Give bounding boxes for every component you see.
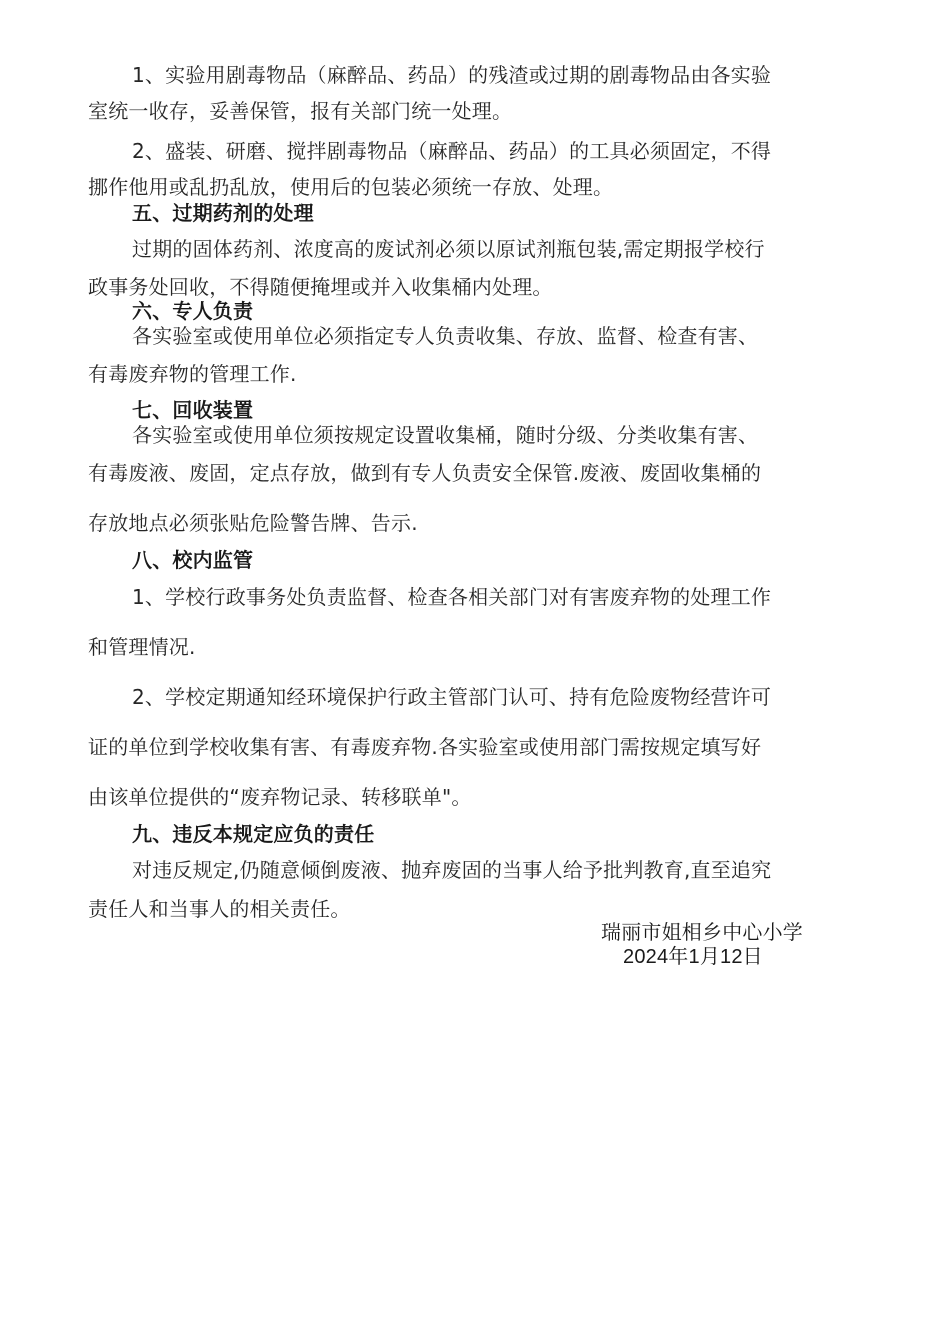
- para-line: 证的单位到学校收集有害、有毒废弃物.各实验室或使用部门需按规定填写好: [88, 735, 762, 759]
- section-heading: 九、违反本规定应负的责任: [132, 822, 375, 846]
- para-line: 和管理情况.: [88, 635, 196, 659]
- para-line: 有毒废液、废固，定点存放，做到有专人负责安全保管.废液、废固收集桶的: [88, 461, 762, 485]
- para-line: 各实验室或使用单位须按规定设置收集桶，随时分级、分类收集有害、: [132, 423, 759, 447]
- para-line: 室统一收存，妥善保管，报有关部门统一处理。: [88, 99, 513, 123]
- para-line: 政事务处回收，不得随便掩埋或并入收集桶内处理。: [88, 275, 553, 299]
- para-line: 对违反规定,仍随意倾倒废液、抛弃废固的当事人给予批判教育,直至追究: [132, 858, 772, 882]
- signature-date: 2024年1月12日: [623, 946, 763, 968]
- para-line: 1、学校行政事务处负责监督、检查各相关部门对有害废弃物的处理工作: [132, 585, 772, 609]
- section-heading: 七、回收装置: [132, 398, 254, 422]
- signature-organization: 瑞丽市姐相乡中心小学: [601, 922, 803, 944]
- para-line: 存放地点必须张贴危险警告牌、告示.: [88, 511, 418, 535]
- para-line: 2、学校定期通知经环境保护行政主管部门认可、持有危险废物经营许可: [132, 685, 772, 709]
- para-line: 挪作他用或乱扔乱放，使用后的包装必须统一存放、处理。: [88, 175, 614, 199]
- para-line: 责任人和当事人的相关责任。: [88, 897, 351, 921]
- para-line: 1、实验用剧毒物品（麻醉品、药品）的残渣或过期的剧毒物品由各实验: [132, 63, 772, 87]
- para-line: 各实验室或使用单位必须指定专人负责收集、存放、监督、检查有害、: [132, 324, 759, 348]
- para-line: 2、盛装、研磨、搅拌剧毒物品（麻醉品、药品）的工具必须固定，不得: [132, 139, 772, 163]
- para-line: 由该单位提供的“废弃物记录、转移联单"。: [88, 785, 472, 809]
- section-heading: 八、校内监管: [132, 548, 254, 572]
- para-line: 过期的固体药剂、浓度高的废试剂必须以原试剂瓶包装,需定期报学校行: [132, 237, 765, 261]
- section-heading: 六、专人负责: [132, 299, 254, 323]
- section-heading: 五、过期药剂的处理: [132, 201, 314, 225]
- para-line: 有毒废弃物的管理工作.: [88, 362, 297, 386]
